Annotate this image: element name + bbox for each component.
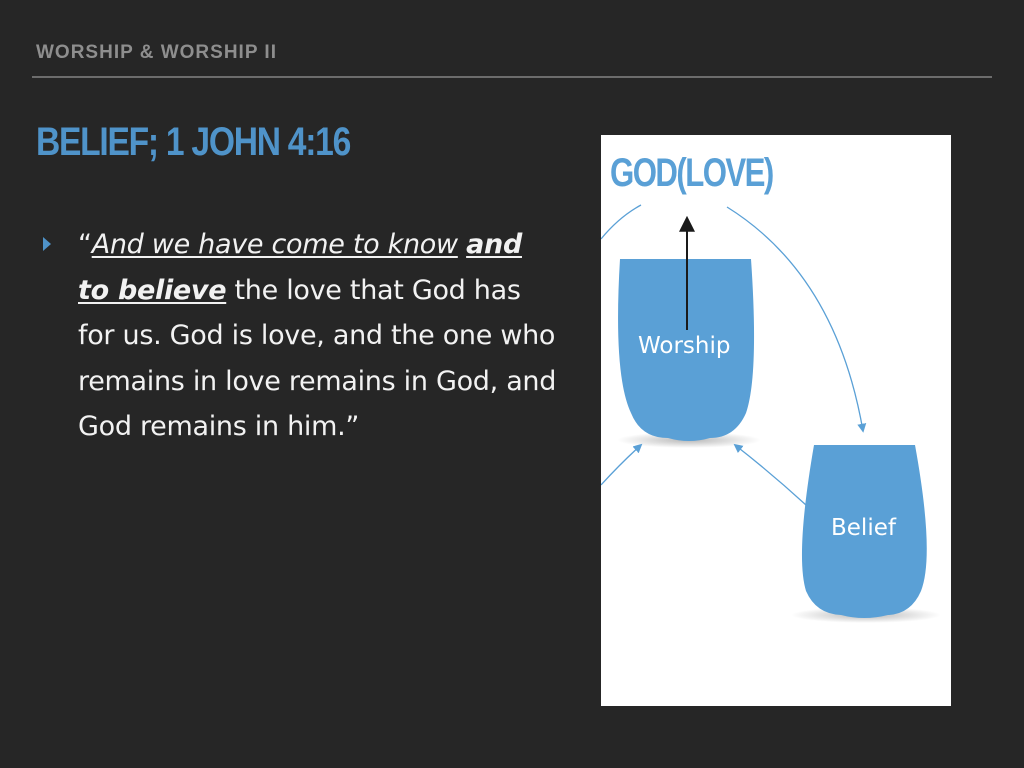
worship-belief-diagram (601, 135, 951, 706)
header-divider (32, 76, 992, 78)
arrow-left-to-worship (601, 445, 641, 485)
arrow-belief-to-worship (735, 445, 806, 505)
arrow-left-to-god (601, 205, 641, 239)
cup-label-belief: Belief (831, 515, 896, 541)
quote-emphasis-believe: and to believe (78, 229, 522, 306)
slide-title: BELIEF; 1 JOHN 4:16 (36, 120, 351, 164)
quote-emphasis-know: And we have come to know (91, 229, 458, 260)
figure-title: GOD(LOVE) (610, 151, 773, 195)
quote-rest: the love that God has for us. God is love, and the one who remains in love remains in God, and God remains in him.” (78, 274, 557, 442)
cup-label-worship: Worship (638, 333, 731, 359)
diagram-graphic (601, 135, 951, 706)
quote-open-mark: “ (78, 229, 92, 260)
section-header: WORSHIP & WORSHIP II (36, 42, 277, 63)
scripture-quote (78, 222, 558, 450)
triangle-bullet-icon (43, 237, 51, 251)
